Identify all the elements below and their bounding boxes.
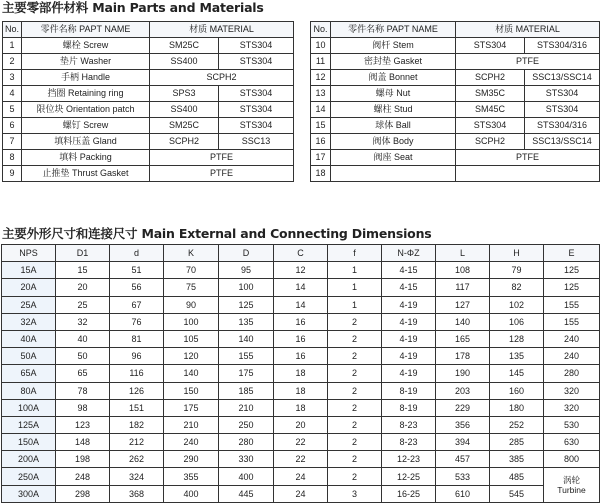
- parts-row: [311, 118, 600, 134]
- material-cell: SM45C: [456, 102, 525, 118]
- dim-value-cell: 106: [490, 313, 544, 330]
- parts-header-row: [3, 22, 294, 38]
- dim-value-cell: 356: [436, 416, 490, 433]
- dims-row: [2, 382, 600, 399]
- part-no-cell: 9: [3, 166, 22, 182]
- dim-value-cell: 100: [219, 279, 274, 296]
- dims-header-cell: E: [544, 245, 600, 262]
- material-cell: PTFE: [456, 150, 600, 166]
- dim-value-cell: 126: [110, 382, 164, 399]
- dim-value-cell: 22: [274, 434, 328, 451]
- material-cell: SCPH2: [150, 70, 294, 86]
- dim-value-cell: 98: [56, 399, 110, 416]
- dim-value-cell: 75: [164, 279, 219, 296]
- dim-value-cell: 368: [110, 485, 164, 502]
- dim-value-cell: 160: [490, 382, 544, 399]
- dim-value-cell: 8-19: [382, 382, 436, 399]
- part-name-cell: 限位块 Orientation patch: [22, 102, 150, 118]
- material-cell: STS304/316: [525, 118, 600, 134]
- dim-value-cell: 8-19: [382, 399, 436, 416]
- part-name-cell: 阀盖 Bonnet: [331, 70, 456, 86]
- dim-value-cell: 8-23: [382, 434, 436, 451]
- dim-value-cell: 385: [490, 451, 544, 468]
- part-no-cell: 12: [311, 70, 331, 86]
- parts-row: [3, 118, 294, 134]
- part-name-cell: [331, 166, 456, 182]
- dims-header-cell: H: [490, 245, 544, 262]
- dim-value-cell: 630: [544, 434, 600, 451]
- dim-value-cell: 16: [274, 348, 328, 365]
- dim-value-cell: 145: [490, 365, 544, 382]
- dims-header-cell: NPS: [2, 245, 56, 262]
- dim-value-cell: 185: [219, 382, 274, 399]
- parts-row: [3, 102, 294, 118]
- dim-value-cell: 127: [436, 296, 490, 313]
- header-material: 材质 MATERIAL: [150, 22, 294, 38]
- dim-value-cell: 12: [274, 262, 328, 279]
- nps-cell: 300A: [2, 485, 56, 502]
- dim-value-cell: 105: [164, 330, 219, 347]
- parts-row: [311, 38, 600, 54]
- dim-value-cell: 240: [164, 434, 219, 451]
- parts-row: [311, 102, 600, 118]
- material-cell: STS304: [456, 38, 525, 54]
- dim-value-cell: 20: [274, 416, 328, 433]
- dim-value-cell: 18: [274, 399, 328, 416]
- dim-value-cell: 2: [328, 348, 382, 365]
- nps-cell: 15A: [2, 262, 56, 279]
- dim-value-cell: 32: [56, 313, 110, 330]
- material-cell: STS304/316: [525, 38, 600, 54]
- part-no-cell: 7: [3, 134, 22, 150]
- dim-value-cell: 4-19: [382, 330, 436, 347]
- dims-header-cell: N-ΦZ: [382, 245, 436, 262]
- dim-value-cell: 151: [110, 399, 164, 416]
- dim-value-cell: 123: [56, 416, 110, 433]
- nps-cell: 40A: [2, 330, 56, 347]
- material-cell: SPS3: [150, 86, 219, 102]
- dim-value-cell: 1: [328, 262, 382, 279]
- dim-value-cell: 4-19: [382, 313, 436, 330]
- dim-value-cell: 120: [164, 348, 219, 365]
- part-name-cell: 球体 Ball: [331, 118, 456, 134]
- dims-header-row: [2, 245, 600, 262]
- dim-value-cell: 250: [219, 416, 274, 433]
- part-no-cell: 2: [3, 54, 22, 70]
- dim-value-cell: 56: [110, 279, 164, 296]
- dim-value-cell: 25: [56, 296, 110, 313]
- dim-value-cell: 2: [328, 451, 382, 468]
- dim-value-cell: 125: [544, 279, 600, 296]
- dims-row: [2, 451, 600, 468]
- nps-cell: 125A: [2, 416, 56, 433]
- turbine-cell: [544, 468, 600, 502]
- header-part-name: 零件名称 PAPT NAME: [22, 22, 150, 38]
- part-no-cell: 5: [3, 102, 22, 118]
- part-name-cell: 填料 Packing: [22, 150, 150, 166]
- dim-value-cell: 14: [274, 296, 328, 313]
- dim-value-cell: 108: [436, 262, 490, 279]
- dim-value-cell: 96: [110, 348, 164, 365]
- nps-cell: 65A: [2, 365, 56, 382]
- dim-value-cell: 155: [219, 348, 274, 365]
- dim-value-cell: 116: [110, 365, 164, 382]
- part-no-cell: 17: [311, 150, 331, 166]
- dim-value-cell: 2: [328, 330, 382, 347]
- dim-value-cell: 2: [328, 416, 382, 433]
- dim-value-cell: 800: [544, 451, 600, 468]
- dim-value-cell: 16: [274, 330, 328, 347]
- parts-row: [311, 150, 600, 166]
- dim-value-cell: 324: [110, 468, 164, 485]
- part-no-cell: 6: [3, 118, 22, 134]
- dim-value-cell: 125: [219, 296, 274, 313]
- dims-header-cell: D1: [56, 245, 110, 262]
- dim-value-cell: 2: [328, 365, 382, 382]
- dim-value-cell: 79: [490, 262, 544, 279]
- material-cell: SSC13: [219, 134, 294, 150]
- dim-value-cell: 81: [110, 330, 164, 347]
- dim-value-cell: 16-25: [382, 485, 436, 502]
- material-cell: STS304: [219, 54, 294, 70]
- dim-value-cell: 210: [164, 416, 219, 433]
- dim-value-cell: 355: [164, 468, 219, 485]
- part-name-cell: 螺钉 Screw: [22, 118, 150, 134]
- dim-value-cell: 330: [219, 451, 274, 468]
- part-no-cell: 18: [311, 166, 331, 182]
- dim-value-cell: 400: [219, 468, 274, 485]
- dim-value-cell: 125: [544, 262, 600, 279]
- dim-value-cell: 155: [544, 296, 600, 313]
- dims-row: [2, 330, 600, 347]
- dims-row: [2, 296, 600, 313]
- dim-value-cell: 545: [490, 485, 544, 502]
- dim-value-cell: 95: [219, 262, 274, 279]
- dim-value-cell: 280: [544, 365, 600, 382]
- material-cell: SCPH2: [150, 134, 219, 150]
- dim-value-cell: 78: [56, 382, 110, 399]
- dim-value-cell: 285: [490, 434, 544, 451]
- part-name-cell: 止推垫 Thrust Gasket: [22, 166, 150, 182]
- dim-value-cell: 1: [328, 296, 382, 313]
- dims-header-cell: d: [110, 245, 164, 262]
- nps-cell: 50A: [2, 348, 56, 365]
- dim-value-cell: 24: [274, 468, 328, 485]
- dim-value-cell: 150: [164, 382, 219, 399]
- dim-value-cell: 4-15: [382, 262, 436, 279]
- dim-value-cell: 248: [56, 468, 110, 485]
- part-no-cell: 15: [311, 118, 331, 134]
- material-cell: SS400: [150, 54, 219, 70]
- dim-value-cell: 155: [544, 313, 600, 330]
- dim-value-cell: 15: [56, 262, 110, 279]
- dim-value-cell: 140: [219, 330, 274, 347]
- dim-value-cell: 212: [110, 434, 164, 451]
- dims-header-cell: f: [328, 245, 382, 262]
- dim-value-cell: 128: [490, 330, 544, 347]
- dim-value-cell: 100: [164, 313, 219, 330]
- dim-value-cell: 175: [219, 365, 274, 382]
- parts-row: [311, 166, 600, 182]
- dim-value-cell: 485: [490, 468, 544, 485]
- dim-value-cell: 18: [274, 365, 328, 382]
- dim-value-cell: 20: [56, 279, 110, 296]
- dims-row: [2, 468, 600, 485]
- dim-value-cell: 252: [490, 416, 544, 433]
- dim-value-cell: 457: [436, 451, 490, 468]
- dims-row: [2, 365, 600, 382]
- dim-value-cell: 198: [56, 451, 110, 468]
- parts-row: [311, 54, 600, 70]
- dim-value-cell: 8-23: [382, 416, 436, 433]
- dims-header-cell: L: [436, 245, 490, 262]
- dim-value-cell: 320: [544, 382, 600, 399]
- dim-value-cell: 280: [219, 434, 274, 451]
- dimensions-table: [1, 244, 600, 503]
- parts-row: [3, 166, 294, 182]
- part-no-cell: 4: [3, 86, 22, 102]
- dim-value-cell: 180: [490, 399, 544, 416]
- nps-cell: 80A: [2, 382, 56, 399]
- dim-value-cell: 298: [56, 485, 110, 502]
- material-cell: SCPH2: [456, 70, 525, 86]
- dim-value-cell: 16: [274, 313, 328, 330]
- material-cell: STS304: [525, 102, 600, 118]
- nps-cell: 150A: [2, 434, 56, 451]
- dim-value-cell: 18: [274, 382, 328, 399]
- material-cell: SM25C: [150, 38, 219, 54]
- part-name-cell: 填料压盖 Gland: [22, 134, 150, 150]
- dim-value-cell: 2: [328, 434, 382, 451]
- material-cell: STS304: [456, 118, 525, 134]
- parts-table-right: [310, 21, 600, 182]
- dim-value-cell: 14: [274, 279, 328, 296]
- parts-section-title: 主要零部件材料 Main Parts and Materials: [2, 0, 264, 15]
- dim-value-cell: 190: [436, 365, 490, 382]
- dim-value-cell: 140: [436, 313, 490, 330]
- dim-value-cell: 117: [436, 279, 490, 296]
- dim-value-cell: 140: [164, 365, 219, 382]
- dim-value-cell: 290: [164, 451, 219, 468]
- dim-value-cell: 90: [164, 296, 219, 313]
- part-no-cell: 1: [3, 38, 22, 54]
- header-no: No.: [3, 22, 22, 38]
- dims-row: [2, 416, 600, 433]
- dim-value-cell: 40: [56, 330, 110, 347]
- material-cell: SM35C: [456, 86, 525, 102]
- dim-value-cell: 22: [274, 451, 328, 468]
- dim-value-cell: 1: [328, 279, 382, 296]
- dim-value-cell: 400: [164, 485, 219, 502]
- dim-value-cell: 2: [328, 313, 382, 330]
- dim-value-cell: 76: [110, 313, 164, 330]
- part-no-cell: 14: [311, 102, 331, 118]
- dims-section-title: 主要外形尺寸和连接尺寸 Main External and Connecting Dimensions: [2, 226, 432, 241]
- part-name-cell: 阀体 Body: [331, 134, 456, 150]
- material-cell: PTFE: [150, 166, 294, 182]
- material-cell: STS304: [525, 86, 600, 102]
- dim-value-cell: 262: [110, 451, 164, 468]
- dims-row: [2, 262, 600, 279]
- dim-value-cell: 102: [490, 296, 544, 313]
- dim-value-cell: 65: [56, 365, 110, 382]
- nps-cell: 20A: [2, 279, 56, 296]
- dim-value-cell: 394: [436, 434, 490, 451]
- nps-cell: 250A: [2, 468, 56, 485]
- material-cell: PTFE: [150, 150, 294, 166]
- material-cell: STS304: [219, 86, 294, 102]
- part-name-cell: 垫片 Washer: [22, 54, 150, 70]
- part-name-cell: 螺柱 Stud: [331, 102, 456, 118]
- part-name-cell: 螺母 Nut: [331, 86, 456, 102]
- dim-value-cell: 229: [436, 399, 490, 416]
- dim-value-cell: 135: [490, 348, 544, 365]
- dim-value-cell: 2: [328, 382, 382, 399]
- dim-value-cell: 210: [219, 399, 274, 416]
- dim-value-cell: 182: [110, 416, 164, 433]
- dim-value-cell: 175: [164, 399, 219, 416]
- part-name-cell: 螺栓 Screw: [22, 38, 150, 54]
- material-cell: [456, 166, 600, 182]
- dim-value-cell: 165: [436, 330, 490, 347]
- dim-value-cell: 148: [56, 434, 110, 451]
- dims-row: [2, 434, 600, 451]
- parts-row: [3, 150, 294, 166]
- dims-row: [2, 279, 600, 296]
- part-no-cell: 11: [311, 54, 331, 70]
- parts-row: [3, 86, 294, 102]
- dim-value-cell: 12-23: [382, 451, 436, 468]
- nps-cell: 100A: [2, 399, 56, 416]
- parts-row: [311, 134, 600, 150]
- parts-row: [311, 70, 600, 86]
- part-no-cell: 13: [311, 86, 331, 102]
- dim-value-cell: 203: [436, 382, 490, 399]
- material-cell: STS304: [219, 38, 294, 54]
- part-no-cell: 10: [311, 38, 331, 54]
- parts-row: [3, 38, 294, 54]
- dim-value-cell: 3: [328, 485, 382, 502]
- dim-value-cell: 2: [328, 468, 382, 485]
- part-no-cell: 16: [311, 134, 331, 150]
- parts-row: [3, 54, 294, 70]
- dim-value-cell: 70: [164, 262, 219, 279]
- dim-value-cell: 240: [544, 348, 600, 365]
- parts-header-row: [311, 22, 600, 38]
- header-no: No.: [311, 22, 331, 38]
- material-cell: SCPH2: [456, 134, 525, 150]
- dim-value-cell: 4-19: [382, 348, 436, 365]
- dim-value-cell: 240: [544, 330, 600, 347]
- dim-value-cell: 530: [544, 416, 600, 433]
- part-no-cell: 8: [3, 150, 22, 166]
- turbine-label-en: Turbine: [557, 485, 586, 496]
- part-name-cell: 阀座 Seat: [331, 150, 456, 166]
- dim-value-cell: 4-15: [382, 279, 436, 296]
- dims-row: [2, 399, 600, 416]
- dim-value-cell: 51: [110, 262, 164, 279]
- dim-value-cell: 12-25: [382, 468, 436, 485]
- nps-cell: 200A: [2, 451, 56, 468]
- dims-row: [2, 485, 600, 502]
- material-cell: SM25C: [150, 118, 219, 134]
- parts-row: [311, 86, 600, 102]
- material-cell: PTFE: [456, 54, 600, 70]
- dim-value-cell: 82: [490, 279, 544, 296]
- parts-row: [3, 134, 294, 150]
- dim-value-cell: 24: [274, 485, 328, 502]
- header-material: 材质 MATERIAL: [456, 22, 600, 38]
- header-part-name: 零件名称 PAPT NAME: [331, 22, 456, 38]
- dims-header-cell: D: [219, 245, 274, 262]
- dims-row: [2, 313, 600, 330]
- dim-value-cell: 67: [110, 296, 164, 313]
- part-name-cell: 手柄 Handle: [22, 70, 150, 86]
- part-name-cell: 挡圈 Retaining ring: [22, 86, 150, 102]
- dim-value-cell: 320: [544, 399, 600, 416]
- material-cell: STS304: [219, 102, 294, 118]
- dim-value-cell: 445: [219, 485, 274, 502]
- dim-value-cell: 2: [328, 399, 382, 416]
- dim-value-cell: 533: [436, 468, 490, 485]
- dim-value-cell: 135: [219, 313, 274, 330]
- material-cell: STS304: [219, 118, 294, 134]
- parts-row: [3, 70, 294, 86]
- material-cell: SSC13/SSC14: [525, 134, 600, 150]
- parts-table-left: [2, 21, 294, 182]
- dim-value-cell: 610: [436, 485, 490, 502]
- part-no-cell: 3: [3, 70, 22, 86]
- part-name-cell: 密封垫 Gasket: [331, 54, 456, 70]
- turbine-label-cn: 涡轮: [562, 475, 580, 486]
- dims-header-cell: C: [274, 245, 328, 262]
- dim-value-cell: 50: [56, 348, 110, 365]
- material-cell: SSC13/SSC14: [525, 70, 600, 86]
- dims-row: [2, 348, 600, 365]
- part-name-cell: 阀杆 Stem: [331, 38, 456, 54]
- nps-cell: 25A: [2, 296, 56, 313]
- material-cell: SS400: [150, 102, 219, 118]
- dim-value-cell: 178: [436, 348, 490, 365]
- dims-header-cell: K: [164, 245, 219, 262]
- dim-value-cell: 4-19: [382, 296, 436, 313]
- nps-cell: 32A: [2, 313, 56, 330]
- dim-value-cell: 4-19: [382, 365, 436, 382]
